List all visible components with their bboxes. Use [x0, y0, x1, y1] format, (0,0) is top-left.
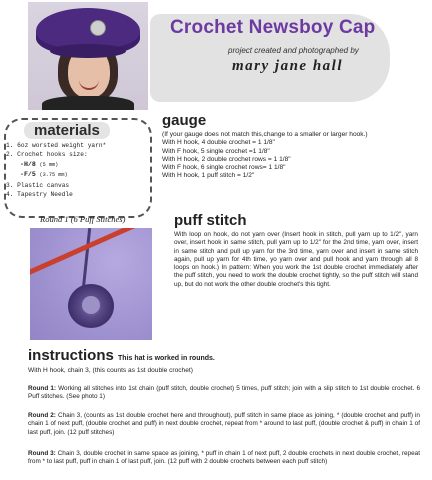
- photo-cap-button: [90, 20, 106, 36]
- puff-stitch-heading: puff stitch: [174, 212, 247, 229]
- gauge-heading: gauge: [162, 112, 207, 129]
- round-label: Round 3:: [28, 450, 56, 457]
- materials-item: 4. Tapestry Needle: [6, 191, 73, 199]
- hook-size: -H/8: [20, 160, 36, 168]
- gauge-line: With H hook, 2 double crochet rows = 1 1/8": [162, 155, 291, 163]
- materials-item: 1. 6oz worsted weight yarn*: [6, 142, 107, 149]
- photo-shirt: [42, 96, 134, 110]
- instructions-title: instructions: [28, 347, 114, 364]
- round-label: Round 1:: [28, 385, 57, 392]
- page-title: Crochet Newsboy Cap: [170, 17, 376, 38]
- round-text: Chain 3, double crochet in same space as joining, * puff in chain 1 of next puff, 2 double crochets in next double crochet, repeat from * to last puff, puff in chain 1 of last puff, join. (12 puff with 2 double crochets between each puff stitch): [28, 450, 420, 466]
- author-name: mary jane hall: [232, 58, 344, 74]
- round1-photo-caption: Round 1 (6 Puff Stitches): [40, 214, 126, 224]
- round-text: Chain 3, (counts as 1st double crochet here and throughout), puff stitch in same place as joining, * (double crochet and puff) in chain 1 of next puff, (double crochet and puff) in next double crochet, repeat from * around to last puff, (double crochet & puff) in chain 1 of last puff, join. (12 puff stitches): [28, 412, 420, 436]
- round-paragraph: [28, 450, 420, 467]
- hook-size-item: [6, 170, 148, 180]
- hook-size-item: [6, 160, 148, 170]
- header-photo: [28, 2, 148, 110]
- round1-photo: [30, 228, 152, 340]
- instructions-intro: With H hook, chain 3, (this counts as 1st double crochet): [28, 367, 193, 374]
- photo-puff-center: [82, 296, 100, 314]
- page-subtitle: project created and photographed by: [228, 46, 359, 55]
- instructions-heading: [28, 347, 215, 364]
- hook-mm: (3.75 mm): [39, 172, 68, 179]
- gauge-line: With H hook, 1 puff stitch = 1/2": [162, 172, 255, 180]
- materials-item: 2. Crochet hooks size:: [6, 151, 88, 159]
- photo-cap-brim: [50, 44, 126, 58]
- materials-heading: materials: [24, 122, 110, 139]
- gauge-line: With H hook, 4 double crochet = 1 1/8": [162, 139, 275, 147]
- round-paragraph: [28, 412, 420, 437]
- hook-mm: (5 mm): [39, 161, 59, 168]
- round-paragraph: [28, 385, 420, 402]
- materials-item: 3. Plastic canvas: [6, 181, 70, 189]
- gauge-line: (If your gauge does not match this,change to a smaller or larger hook.): [162, 131, 368, 138]
- instructions-note: This hat is worked in rounds.: [118, 355, 215, 362]
- gauge-text: [162, 131, 428, 181]
- round-text: Working all stitches into 1st chain (puff stitch, double crochet) 5 times, puff stitch; join with a slip stitch to 1st double crochet. 6 Puff stitches. (See photo 1): [28, 385, 420, 401]
- puff-stitch-text: With loop on hook, do not yarn over (Insert hook in stitch, pull yarn up to 1/2", yarn over, insert hook in same stitch, pull yarn up to 1/2" for the 2nd time, yarn over, insert in same stitch and pull up yarn for the 3rd time, yarn over and insert in same stitch again, pull up yarn for 4th time, yo yarn over and pull hook and yarn through all 8 loops on hook.) In pattern: When you work the 1st double crochet immediately after the puff stitch, you need to work the double crochet tightly, so the puff stitch will stand up, but do not work the other double crochet's this tight.: [174, 231, 418, 288]
- round-label: Round 2:: [28, 412, 56, 419]
- materials-list: [6, 141, 148, 199]
- hook-size: -F/5: [20, 171, 36, 179]
- gauge-line: With F hook, 6 single crochet rows= 1 1/8": [162, 164, 286, 172]
- gauge-line: With F hook, 5 single crochet =1 1/8": [162, 147, 270, 155]
